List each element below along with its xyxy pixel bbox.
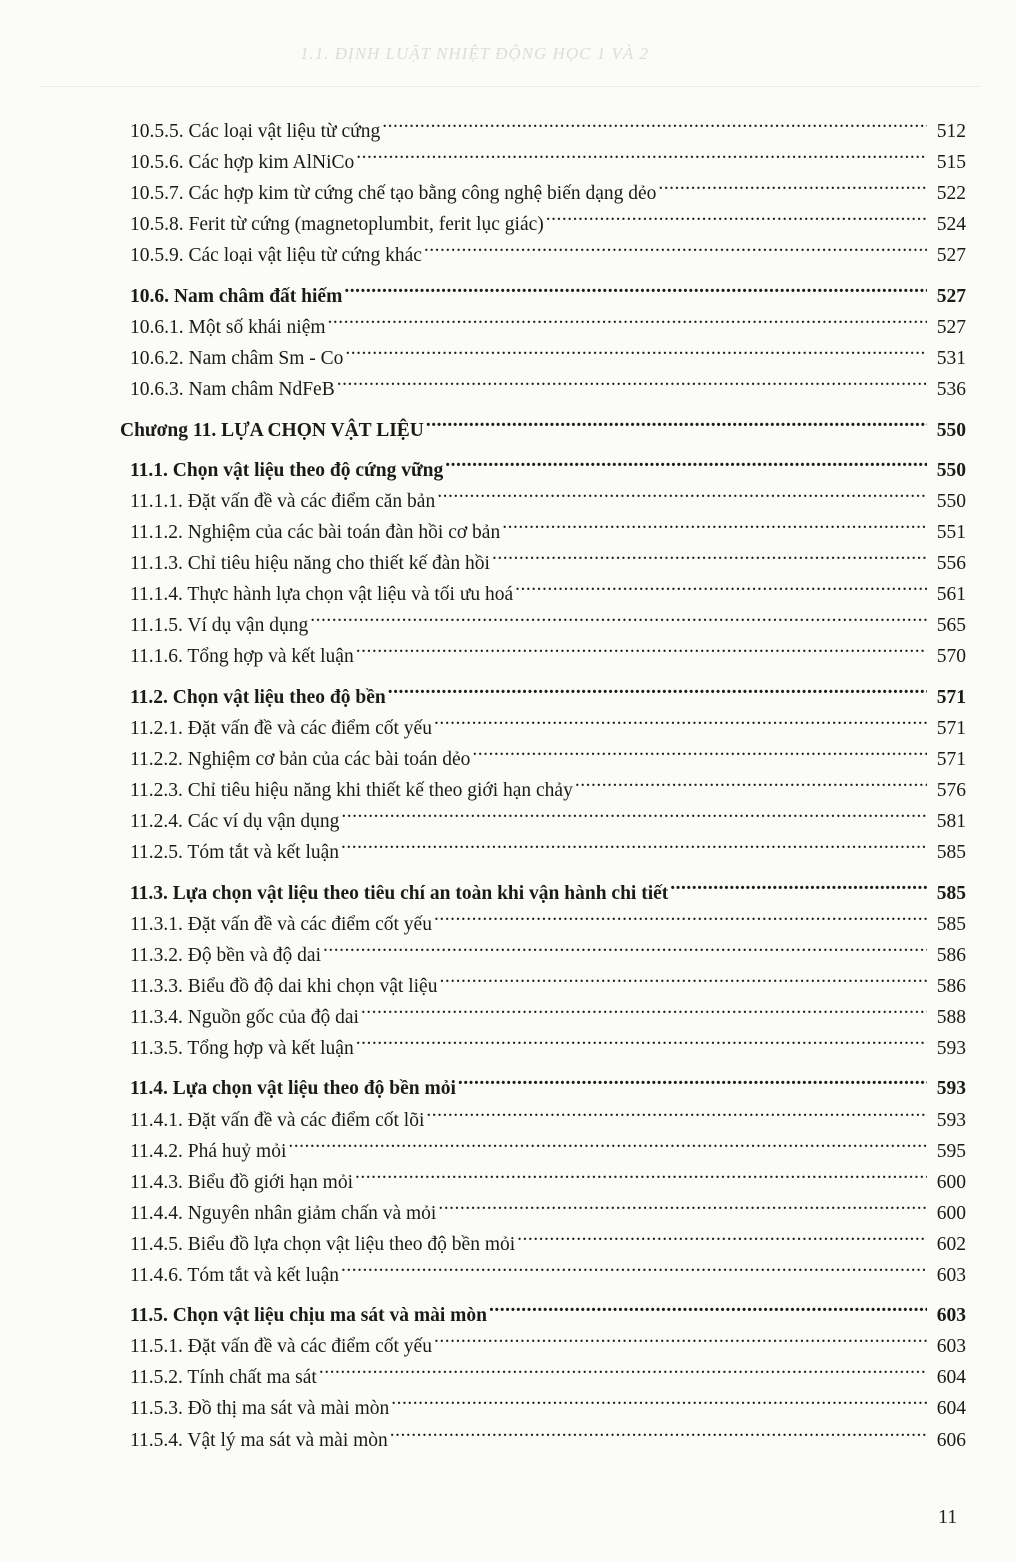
toc-entry-page: 603 xyxy=(936,1264,966,1286)
toc-entry xyxy=(130,961,966,997)
dot-leader xyxy=(437,476,927,507)
dot-leader xyxy=(658,168,927,199)
toc-entry-title: 11.5.3. Đồ thị ma sát và mài mòn xyxy=(130,1398,390,1420)
dot-leader xyxy=(434,1321,927,1352)
toc-entry-title: 11.2. Chọn vật liệu theo độ bền xyxy=(130,686,386,708)
dot-leader xyxy=(356,137,927,168)
toc-entry-page: 527 xyxy=(936,316,966,338)
toc-entry-page: 550 xyxy=(936,491,966,513)
toc-entry-page: 571 xyxy=(936,717,966,739)
dot-leader xyxy=(319,1352,927,1383)
toc-entry-page: 586 xyxy=(936,944,966,966)
toc-entry-title: 10.5.7. Các hợp kim từ cứng chế tạo bằng công nghệ biến dạng dẻo xyxy=(130,183,657,205)
toc-entry-title: 11.3.1. Đặt vấn đề và các điểm cốt yếu xyxy=(130,913,432,935)
toc-entry xyxy=(130,765,966,801)
toc-entry-page: 527 xyxy=(936,245,966,267)
toc-entry-page: 570 xyxy=(936,646,966,668)
toc-entry-page: 604 xyxy=(936,1367,966,1389)
toc-entry-title: 11.5.2. Tính chất ma sát xyxy=(130,1367,317,1389)
toc-entry xyxy=(130,538,966,575)
toc-entry-title: 11.2.5. Tóm tắt và kết luận xyxy=(130,842,340,864)
toc-entry-title: 11.1.2. Nghiệm của các bài toán đàn hồi cơ bản xyxy=(130,522,501,544)
dot-leader xyxy=(439,961,927,992)
dot-leader xyxy=(670,868,927,899)
toc-entry xyxy=(130,703,966,739)
dot-leader xyxy=(361,992,927,1023)
dot-leader xyxy=(328,302,927,333)
toc-entry-page: 571 xyxy=(936,686,966,708)
toc-entry xyxy=(130,1321,966,1358)
toc-entry xyxy=(130,1383,966,1420)
toc-entry-page: 593 xyxy=(936,1037,966,1059)
toc-entry-title: 11.4.3. Biểu đồ giới hạn mỏi xyxy=(130,1171,353,1193)
toc-entry-page: 581 xyxy=(936,811,966,832)
dot-leader xyxy=(382,106,927,137)
toc-entry-page: 600 xyxy=(936,1171,966,1193)
dot-leader xyxy=(438,1188,927,1219)
toc-entry-page: 604 xyxy=(936,1398,966,1420)
toc-entry xyxy=(130,992,966,1028)
toc-entry-title: 11.3.5. Tổng hợp và kết luận xyxy=(130,1037,354,1059)
toc-entry-title: 11.4.2. Phá huỷ mỏi xyxy=(130,1140,287,1162)
toc-entry-page: 606 xyxy=(936,1429,966,1451)
dot-leader xyxy=(434,703,927,734)
toc-entry-title: 11.4. Lựa chọn vật liệu theo độ bền mỏi xyxy=(130,1078,456,1100)
toc-entry-title: 11.3.3. Biểu đồ độ dai khi chọn vật liệu xyxy=(130,975,438,997)
dot-leader xyxy=(341,827,927,858)
toc-entry-page: 585 xyxy=(936,842,966,864)
toc-entry-title: 11.3.2. Độ bền và độ dai xyxy=(130,944,321,966)
toc-entry xyxy=(130,796,966,832)
toc-entry xyxy=(130,1219,966,1255)
toc-entry xyxy=(130,734,966,770)
toc-entry xyxy=(130,1063,966,1100)
toc-entry-page: 522 xyxy=(936,183,966,205)
toc-entry xyxy=(130,827,966,864)
toc-entry-title: 11.2.2. Nghiệm cơ bản của các bài toán dẻo xyxy=(130,748,471,770)
toc-entry-title: 11.1.1. Đặt vấn đề và các điểm căn bản xyxy=(130,491,436,513)
toc-entry-title: 10.5.8. Ferit từ cứng (magnetoplumbit, ferit lục giác) xyxy=(130,214,544,236)
header-rule xyxy=(40,86,980,87)
toc-entry xyxy=(130,1095,966,1131)
toc-entry xyxy=(130,631,966,668)
toc-entry-page: 586 xyxy=(936,975,966,997)
toc-entry xyxy=(130,1415,966,1451)
page-number: 11 xyxy=(938,1506,958,1528)
toc-entry-title: 10.6.2. Nam châm Sm - Co xyxy=(130,347,344,369)
toc-entry-page: 593 xyxy=(936,1109,966,1131)
toc-entry xyxy=(130,899,966,935)
dot-leader xyxy=(434,899,927,930)
toc-entry-page: 527 xyxy=(936,285,966,307)
toc-entry-page: 571 xyxy=(936,748,966,770)
dot-leader xyxy=(426,405,927,436)
toc-entry-page: 588 xyxy=(936,1006,966,1028)
toc-entry-title: 11.1. Chọn vật liệu theo độ cứng vững xyxy=(130,460,444,481)
dot-leader xyxy=(546,199,927,230)
toc-entry xyxy=(130,137,966,174)
dot-leader xyxy=(288,1126,927,1157)
toc-entry xyxy=(130,672,966,708)
toc-entry-title: 11.2.4. Các ví dụ vận dụng xyxy=(130,811,340,832)
toc-entry-title: 10.6. Nam châm đất hiếm xyxy=(130,285,343,307)
toc-entry-page: 551 xyxy=(936,522,966,544)
toc-entry xyxy=(130,868,966,904)
toc-entry-page: 595 xyxy=(936,1140,966,1162)
toc-entry xyxy=(130,333,966,369)
toc-entry xyxy=(130,364,966,400)
toc-entry xyxy=(130,106,966,142)
dot-leader xyxy=(390,1415,927,1446)
toc-entry xyxy=(130,1157,966,1193)
toc-entry xyxy=(130,445,966,481)
dot-leader xyxy=(341,1250,927,1281)
dot-leader xyxy=(355,1157,927,1188)
dot-leader xyxy=(310,600,927,631)
toc-entry-title: 11.4.5. Biểu đồ lựa chọn vật liệu theo độ bền mỏi xyxy=(130,1233,516,1255)
toc-entry xyxy=(130,476,966,513)
toc-entry xyxy=(130,199,966,236)
toc-entry-title: 11.1.4. Thực hành lựa chọn vật liệu và tối ưu hoá xyxy=(130,584,514,606)
dot-leader xyxy=(472,734,927,765)
toc-entry-title: 11.2.1. Đặt vấn đề và các điểm cốt yếu xyxy=(130,717,432,739)
toc-entry-page: 561 xyxy=(936,584,966,606)
toc-entry-page: 576 xyxy=(936,780,966,801)
toc-entry-title: 11.5.1. Đặt vấn đề và các điểm cốt yếu xyxy=(130,1336,432,1358)
dot-leader xyxy=(492,538,927,569)
toc-entry-page: 602 xyxy=(936,1233,966,1255)
toc-entry-title: 11.1.6. Tổng hợp và kết luận xyxy=(130,646,354,668)
dot-leader xyxy=(502,507,927,538)
toc-entry-page: 550 xyxy=(936,419,966,441)
toc-entry xyxy=(130,1023,966,1059)
toc-entry-page: 603 xyxy=(936,1336,966,1358)
toc-entry xyxy=(130,230,966,267)
dot-leader xyxy=(445,445,927,476)
toc-entry-page: 531 xyxy=(936,347,966,369)
toc-entry xyxy=(130,1290,966,1327)
dot-leader xyxy=(458,1063,927,1094)
dot-leader xyxy=(391,1383,927,1414)
dot-leader xyxy=(489,1290,927,1321)
toc-entry-title: 11.1.3. Chỉ tiêu hiệu năng cho thiết kế đàn hồi xyxy=(130,553,490,575)
toc-entry-title: Chương 11. LỰA CHỌN VẬT LIỆU xyxy=(120,419,424,441)
toc-entry xyxy=(130,600,966,637)
dot-leader xyxy=(341,796,927,827)
toc-entry-title: 10.6.3. Nam châm NdFeB xyxy=(130,378,335,400)
toc-entry xyxy=(130,271,966,307)
toc-entry-page: 515 xyxy=(936,152,966,174)
toc-entry-title: 11.1.5. Ví dụ vận dụng xyxy=(130,615,309,637)
toc-entry-title: 11.4.6. Tóm tắt và kết luận xyxy=(130,1264,340,1286)
toc-entry-title: 10.5.6. Các hợp kim AlNiCo xyxy=(130,152,355,174)
toc-entry-title: 11.3.4. Nguồn gốc của độ dai xyxy=(130,1006,359,1028)
dot-leader xyxy=(356,631,927,662)
dot-leader xyxy=(575,765,927,796)
toc-entry-title: 11.4.4. Nguyên nhân giảm chấn và mỏi xyxy=(130,1202,437,1224)
toc-entry-page: 524 xyxy=(936,214,966,236)
toc-entry xyxy=(130,569,966,606)
toc-entry-page: 585 xyxy=(936,882,966,904)
toc-entry-title: 10.5.5. Các loại vật liệu từ cứng xyxy=(130,121,381,142)
toc-entry-page: 600 xyxy=(936,1202,966,1224)
toc-entry-page: 556 xyxy=(936,553,966,575)
toc-entry-title: 10.5.9. Các loại vật liệu từ cứng khác xyxy=(130,245,422,267)
toc-entry-page: 565 xyxy=(936,615,966,637)
toc-entry-page: 585 xyxy=(936,913,966,935)
toc-entry xyxy=(130,1188,966,1224)
dot-leader xyxy=(344,271,927,302)
toc-entry xyxy=(130,1126,966,1162)
toc-entry xyxy=(130,507,966,544)
dot-leader xyxy=(517,1219,927,1250)
toc-entry-page: 550 xyxy=(936,460,966,481)
toc-entry-page: 593 xyxy=(936,1078,966,1100)
toc-entry-title: 10.6.1. Một số khái niệm xyxy=(130,316,326,338)
toc-entry xyxy=(130,1352,966,1389)
toc-entry xyxy=(130,168,966,205)
toc-entry-title: 11.3. Lựa chọn vật liệu theo tiêu chí an toàn khi vận hành chi tiết xyxy=(130,882,669,904)
toc-entry xyxy=(130,302,966,338)
toc-entry xyxy=(130,1250,966,1286)
dot-leader xyxy=(345,333,927,364)
toc-entry-page: 536 xyxy=(936,378,966,400)
toc-entry-title: 11.5.4. Vật lý ma sát và mài mòn xyxy=(130,1429,388,1451)
dot-leader xyxy=(356,1023,927,1054)
toc-entry xyxy=(120,405,966,441)
dot-leader xyxy=(323,930,927,961)
toc-entry xyxy=(130,930,966,966)
running-header: 1.1. ĐỊNH LUẬT NHIỆT ĐỘNG HỌC 1 VÀ 2 xyxy=(300,44,649,63)
toc-entry-title: 11.5. Chọn vật liệu chịu ma sát và mài mòn xyxy=(130,1305,487,1327)
toc-entry-title: 11.4.1. Đặt vấn đề và các điểm cốt lõi xyxy=(130,1109,425,1131)
dot-leader xyxy=(388,672,927,703)
toc-entry-title: 11.2.3. Chỉ tiêu hiệu năng khi thiết kế theo giới hạn chảy xyxy=(130,780,573,801)
toc-entry-page: 512 xyxy=(936,121,966,142)
dot-leader xyxy=(515,569,927,600)
dot-leader xyxy=(424,230,927,261)
dot-leader xyxy=(337,364,927,395)
toc-entry-page: 603 xyxy=(936,1305,966,1327)
dot-leader xyxy=(426,1095,927,1126)
